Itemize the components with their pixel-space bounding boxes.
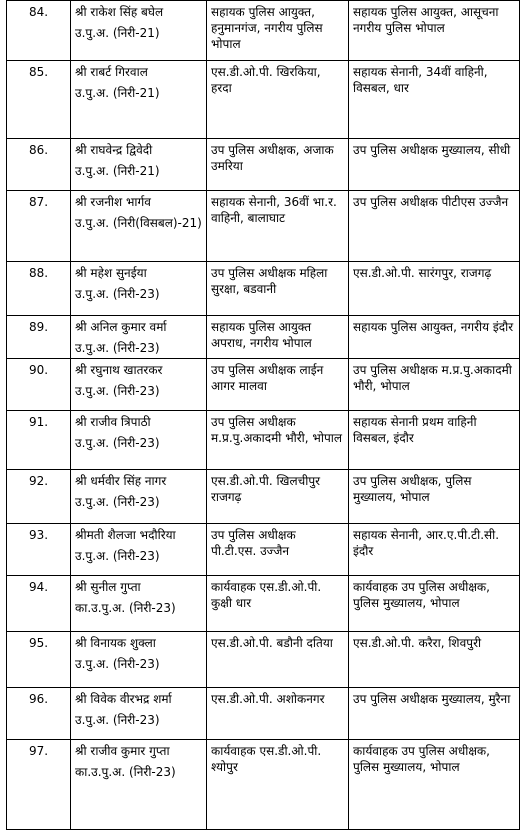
new-posting: उप पुलिस अधीक्षक मुख्यालय, सीधी <box>349 139 520 191</box>
officer-cell <box>71 61 207 139</box>
current-posting: एस.डी.ओ.पी. खिरकिया, हरदा <box>207 61 349 139</box>
new-posting: उप पुलिस अधीक्षक मुख्यालय, मुरैना <box>349 688 520 740</box>
serial-number: 88. <box>7 262 71 316</box>
current-posting: सहायक पुलिस आयुक्त अपराध, नगरीय भोपाल <box>207 316 349 359</box>
transfer-table-body <box>7 1 520 830</box>
table-row <box>7 632 520 688</box>
table-row <box>7 740 520 830</box>
serial-number: 89. <box>7 316 71 359</box>
officer-rank: का.उ.पु.अ. (निरी-23) <box>75 601 176 615</box>
serial-number: 86. <box>7 139 71 191</box>
current-posting: उप पुलिस अधीक्षक महिला सुरक्षा, बडवानी <box>207 262 349 316</box>
officer-cell <box>71 359 207 411</box>
current-posting: एस.डी.ओ.पी. खिलचीपुर राजगढ़ <box>207 470 349 524</box>
transfer-table <box>6 0 520 830</box>
table-row <box>7 139 520 191</box>
new-posting: एस.डी.ओ.पी. करैरा, शिवपुरी <box>349 632 520 688</box>
new-posting: सहायक सेनानी प्रथम वाहिनी विसबल, इंदौर <box>349 411 520 470</box>
officer-name: श्री विनायक शुक्ला <box>75 636 156 650</box>
officer-rank: उ.पु.अ. (निरी-21) <box>75 86 160 100</box>
officer-rank: उ.पु.अ. (निरी-21) <box>75 164 160 178</box>
officer-rank: उ.पु.अ. (निरी-23) <box>75 436 160 450</box>
new-posting: कार्यवाहक उप पुलिस अधीक्षक, पुलिस मुख्यालय, भोपाल <box>349 576 520 632</box>
table-row <box>7 191 520 262</box>
current-posting: उप पुलिस अधीक्षक, अजाक उमरिया <box>207 139 349 191</box>
serial-number: 92. <box>7 470 71 524</box>
officer-name: श्री राबर्ट गिरवाल <box>75 65 148 79</box>
table-row <box>7 576 520 632</box>
current-posting: कार्यवाहक एस.डी.ओ.पी. कुक्षी धार <box>207 576 349 632</box>
new-posting: एस.डी.ओ.पी. सारंगपुर, राजगढ़ <box>349 262 520 316</box>
serial-number: 94. <box>7 576 71 632</box>
officer-cell <box>71 262 207 316</box>
current-posting: उप पुलिस अधीक्षक म.प्र.पु.अकादमी भौरी, भोपाल <box>207 411 349 470</box>
officer-rank: उ.पु.अ. (निरी-23) <box>75 549 160 563</box>
officer-cell <box>71 524 207 576</box>
table-row <box>7 262 520 316</box>
officer-cell <box>71 411 207 470</box>
officer-rank: उ.पु.अ. (निरी-21) <box>75 26 160 40</box>
new-posting: उप पुलिस अधीक्षक म.प्र.पु.अकादमी भौरी, भोपाल <box>349 359 520 411</box>
current-posting: उप पुलिस अधीक्षक पी.टी.एस. उज्जैन <box>207 524 349 576</box>
new-posting: उप पुलिस अधीक्षक, पुलिस मुख्यालय, भोपाल <box>349 470 520 524</box>
officer-rank: उ.पु.अ. (निरी-23) <box>75 341 160 355</box>
officer-name: श्री धर्मवीर सिंह नागर <box>75 474 167 488</box>
new-posting: सहायक पुलिस आयुक्त, आसूचना नगरीय पुलिस भोपाल <box>349 1 520 61</box>
officer-rank: उ.पु.अ. (निरी-23) <box>75 287 160 301</box>
new-posting: कार्यवाहक उप पुलिस अधीक्षक, पुलिस मुख्यालय, भोपाल <box>349 740 520 830</box>
current-posting: एस.डी.ओ.पी. अशोकनगर <box>207 688 349 740</box>
table-row <box>7 470 520 524</box>
current-posting: सहायक सेनानी, 36वीं भा.र. वाहिनी, बालाघाट <box>207 191 349 262</box>
officer-name: श्री राघवेन्द्र द्विवेदी <box>75 143 153 157</box>
officer-cell <box>71 688 207 740</box>
officer-cell <box>71 576 207 632</box>
serial-number: 84. <box>7 1 71 61</box>
table-row <box>7 359 520 411</box>
officer-name: श्री राजीव त्रिपाठी <box>75 415 151 429</box>
officer-rank: उ.पु.अ. (निरी(विसबल)-21) <box>75 216 202 230</box>
table-row <box>7 688 520 740</box>
table-row <box>7 316 520 359</box>
officer-name: श्री अनिल कुमार वर्मा <box>75 320 167 334</box>
officer-name: श्री राजीव कुमार गुप्ता <box>75 744 170 758</box>
serial-number: 85. <box>7 61 71 139</box>
officer-name: श्री सुनील गुप्ता <box>75 580 141 594</box>
new-posting: सहायक सेनानी, आर.ए.पी.टी.सी. इंदौर <box>349 524 520 576</box>
officer-rank: उ.पु.अ. (निरी-23) <box>75 713 160 727</box>
current-posting: कार्यवाहक एस.डी.ओ.पी. श्योपुर <box>207 740 349 830</box>
serial-number: 96. <box>7 688 71 740</box>
officer-rank: का.उ.पु.अ. (निरी-23) <box>75 765 176 779</box>
current-posting: एस.डी.ओ.पी. बडौनी दतिया <box>207 632 349 688</box>
new-posting: सहायक पुलिस आयुक्त, नगरीय इंदौर <box>349 316 520 359</box>
new-posting: उप पुलिस अधीक्षक पीटीएस उज्जैन <box>349 191 520 262</box>
current-posting: उप पुलिस अधीक्षक लाईन आगर मालवा <box>207 359 349 411</box>
officer-name: श्रीमती शैलजा भदौरिया <box>75 528 176 542</box>
table-row <box>7 61 520 139</box>
serial-number: 95. <box>7 632 71 688</box>
officer-name: श्री महेश सुनईया <box>75 266 147 280</box>
table-row <box>7 1 520 61</box>
serial-number: 90. <box>7 359 71 411</box>
table-row <box>7 524 520 576</box>
officer-cell <box>71 139 207 191</box>
officer-rank: उ.पु.अ. (निरी-23) <box>75 657 160 671</box>
officer-cell <box>71 740 207 830</box>
officer-cell <box>71 470 207 524</box>
officer-rank: उ.पु.अ. (निरी-23) <box>75 384 160 398</box>
new-posting: सहायक सेनानी, 34वीं वाहिनी, विसबल, धार <box>349 61 520 139</box>
serial-number: 91. <box>7 411 71 470</box>
officer-cell <box>71 632 207 688</box>
current-posting: सहायक पुलिस आयुक्त, हनुमानगंज, नगरीय पुलिस भोपाल <box>207 1 349 61</box>
officer-cell <box>71 1 207 61</box>
serial-number: 93. <box>7 524 71 576</box>
officer-cell <box>71 191 207 262</box>
officer-rank: उ.पु.अ. (निरी-23) <box>75 495 160 509</box>
officer-name: श्री राकेश सिंह बघेल <box>75 5 164 19</box>
officer-name: श्री रजनीश भार्गव <box>75 195 151 209</box>
officer-name: श्री रघुनाथ खातरकर <box>75 363 163 377</box>
table-row <box>7 411 520 470</box>
serial-number: 87. <box>7 191 71 262</box>
officer-cell <box>71 316 207 359</box>
serial-number: 97. <box>7 740 71 830</box>
officer-name: श्री विवेक वीरभद्र शर्मा <box>75 692 172 706</box>
